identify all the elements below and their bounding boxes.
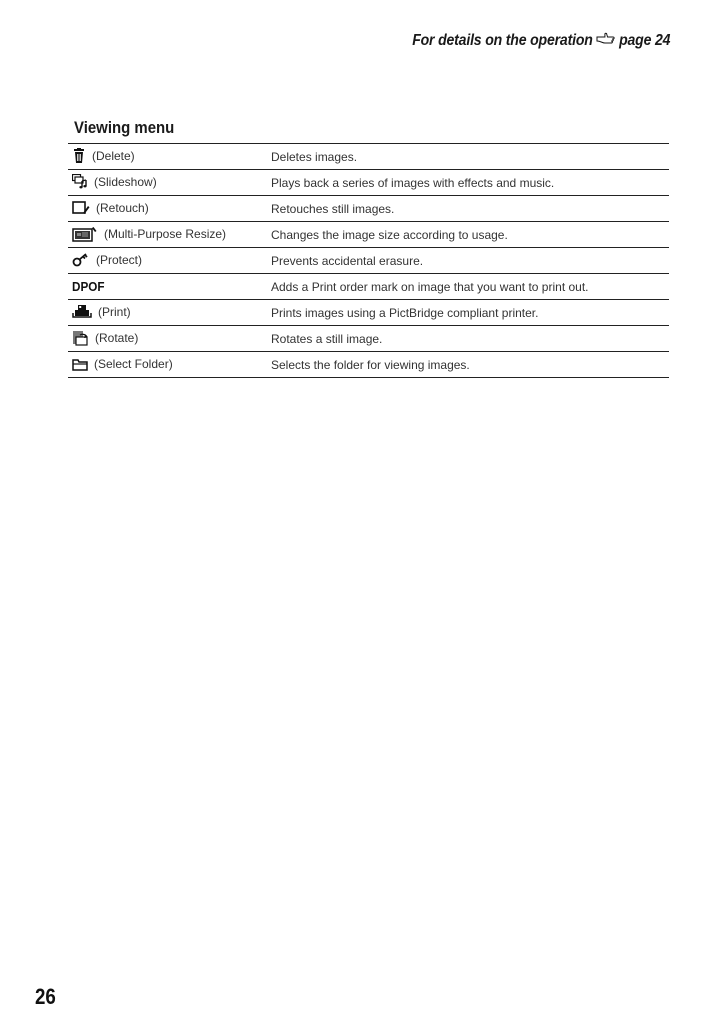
protect-icon: [72, 253, 90, 267]
page-reference-link[interactable]: page 24: [618, 31, 670, 49]
menu-item-name: (Delete): [92, 148, 135, 163]
table-row: [68, 170, 669, 196]
menu-item-description: Changes the image size according to usage.: [271, 222, 669, 248]
menu-item-description: Prints images using a PictBridge compliant printer.: [271, 300, 669, 326]
page-number: 26: [35, 984, 56, 1009]
table-row: [68, 326, 669, 352]
table-row: [68, 248, 669, 274]
menu-item-name: (Print): [98, 304, 131, 319]
menu-item-description: Rotates a still image.: [271, 326, 669, 352]
menu-item-description: Retouches still images.: [271, 196, 669, 222]
delete-icon: [72, 148, 86, 164]
dpof-label: DPOF: [72, 279, 105, 294]
menu-item-name: (Retouch): [96, 200, 149, 215]
resize-icon: [72, 226, 98, 242]
retouch-icon: [72, 200, 90, 215]
table-row: [68, 352, 669, 378]
table-row: [68, 274, 669, 300]
page-reference: [412, 31, 670, 50]
menu-item-description: Deletes images.: [271, 144, 669, 170]
hand-pointer-icon: [596, 31, 615, 50]
slideshow-icon: [72, 174, 88, 189]
menu-item-description: Plays back a series of images with effects and music.: [271, 170, 669, 196]
folder-icon: [72, 358, 88, 371]
table-row: [68, 300, 669, 326]
menu-item-description: Selects the folder for viewing images.: [271, 352, 669, 378]
menu-item-name: (Select Folder): [94, 357, 173, 372]
menu-item-description: Prevents accidental erasure.: [271, 248, 669, 274]
table-row: [68, 144, 669, 170]
print-icon: [72, 304, 92, 319]
rotate-icon: [72, 330, 89, 346]
reference-text: For details on the operation: [411, 31, 593, 49]
menu-item-name: (Protect): [96, 253, 143, 268]
table-row: [68, 222, 669, 248]
section-title: Viewing menu: [74, 118, 175, 137]
menu-item-description: Adds a Print order mark on image that you want to print out.: [271, 274, 669, 300]
menu-item-name: (Slideshow): [94, 174, 157, 189]
menu-item-name: (Rotate): [95, 330, 139, 345]
viewing-menu-table: [68, 143, 669, 378]
table-row: [68, 196, 669, 222]
menu-item-name: (Multi-Purpose Resize): [104, 226, 227, 241]
